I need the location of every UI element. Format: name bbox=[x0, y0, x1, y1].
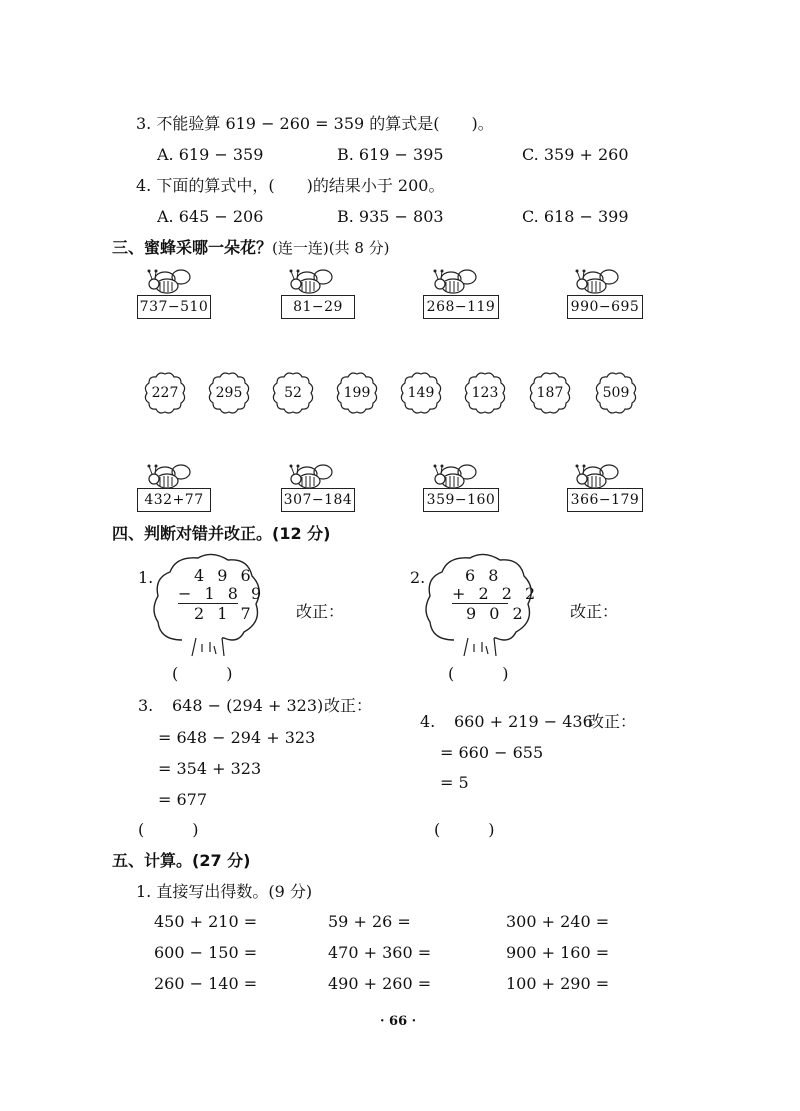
calc-r1c3[interactable]: 300 + 240 = bbox=[506, 912, 610, 931]
page-number: · 66 · bbox=[380, 1014, 417, 1029]
calc-r1c2[interactable]: 59 + 26 = bbox=[328, 912, 411, 931]
bee-icon bbox=[571, 461, 619, 489]
bee-expr-top-1[interactable]: 737−510 bbox=[137, 295, 211, 319]
p4-fix-label: 改正： bbox=[588, 712, 637, 731]
bee-icon bbox=[571, 266, 619, 294]
bee-icon bbox=[429, 461, 477, 489]
tree1-fix-label: 改正： bbox=[296, 602, 345, 621]
p4-step1: = 660 − 655 bbox=[440, 743, 544, 762]
calc-r2c3[interactable]: 900 + 160 = bbox=[506, 943, 610, 962]
tree2-row3: 9 0 2 bbox=[466, 604, 527, 623]
q4-option-a[interactable]: A. 645 − 206 bbox=[157, 207, 264, 226]
flower-value: 149 bbox=[407, 385, 435, 401]
flower-value: 227 bbox=[151, 385, 179, 401]
flower-4[interactable] bbox=[335, 371, 379, 415]
bee-icon bbox=[143, 266, 191, 294]
flower-value: 199 bbox=[343, 385, 371, 401]
section3-title: 三、蜜蜂采哪一朵花？ bbox=[112, 238, 273, 257]
tree2-row1: 6 8 bbox=[465, 566, 503, 585]
p4-expression: 660 + 219 − 436 bbox=[454, 712, 593, 731]
flower-7[interactable] bbox=[528, 371, 572, 415]
tree2-number: 2. bbox=[410, 568, 426, 587]
bee-expr-bottom-3[interactable]: 359−160 bbox=[423, 488, 499, 512]
q4-option-b[interactable]: B. 935 − 803 bbox=[337, 207, 444, 226]
section3-subtitle: (连一连)(共 8 分) bbox=[272, 239, 390, 257]
p3-expression: 648 − (294 + 323) bbox=[172, 696, 324, 715]
q4-option-c[interactable]: C. 618 − 399 bbox=[522, 207, 629, 226]
flower-5[interactable] bbox=[399, 371, 443, 415]
bee-icon bbox=[285, 461, 333, 489]
tree1-number: 1. bbox=[138, 568, 154, 587]
flower-8[interactable] bbox=[594, 371, 638, 415]
flower-value: 509 bbox=[602, 385, 630, 401]
tree1-row2: − 1 8 9 bbox=[178, 584, 266, 603]
flower-value: 52 bbox=[284, 385, 302, 401]
q3-text: 3. 不能验算 619 − 260 = 359 的算式是( )。 bbox=[136, 114, 494, 133]
calc-r2c2[interactable]: 470 + 360 = bbox=[328, 943, 432, 962]
calc-r2c1[interactable]: 600 − 150 = bbox=[154, 943, 258, 962]
calc-r3c2[interactable]: 490 + 260 = bbox=[328, 974, 432, 993]
section4-title: 四、判断对错并改正。(12 分) bbox=[112, 524, 331, 543]
tree2-fix-label: 改正： bbox=[570, 602, 619, 621]
bee-expr-bottom-2[interactable]: 307−184 bbox=[281, 488, 355, 512]
bee-icon bbox=[429, 266, 477, 294]
bee-expr-bottom-4[interactable]: 366−179 bbox=[567, 488, 643, 512]
p3-step2: = 354 + 323 bbox=[158, 759, 262, 778]
calc-r3c1[interactable]: 260 − 140 = bbox=[154, 974, 258, 993]
flower-3[interactable] bbox=[271, 371, 315, 415]
p3-step3: = 677 bbox=[158, 790, 208, 809]
bee-expr-top-2[interactable]: 81−29 bbox=[281, 295, 355, 319]
p3-number: 3. bbox=[138, 696, 154, 715]
tree2-answer-paren[interactable]: ( ) bbox=[448, 664, 509, 683]
tree2-row2: + 2 2 2 bbox=[452, 584, 540, 603]
q4-text: 4. 下面的算式中，( )的结果小于 200。 bbox=[136, 176, 445, 195]
bee-icon bbox=[143, 461, 191, 489]
q3-option-c[interactable]: C. 359 + 260 bbox=[522, 145, 629, 164]
bee-expr-top-4[interactable]: 990−695 bbox=[567, 295, 643, 319]
flower-2[interactable] bbox=[207, 371, 251, 415]
flower-value: 295 bbox=[215, 385, 243, 401]
p3-answer-paren[interactable]: ( ) bbox=[138, 820, 199, 839]
section3-heading bbox=[112, 238, 390, 258]
tree1-row3: 2 1 7 bbox=[194, 604, 255, 623]
p4-answer-paren[interactable]: ( ) bbox=[434, 820, 495, 839]
flower-1[interactable] bbox=[143, 371, 187, 415]
p4-number: 4. bbox=[420, 712, 436, 731]
q3-option-a[interactable]: A. 619 − 359 bbox=[157, 145, 264, 164]
calc-r1c1[interactable]: 450 + 210 = bbox=[154, 912, 258, 931]
p4-step2: = 5 bbox=[440, 773, 469, 792]
flower-6[interactable] bbox=[463, 371, 507, 415]
q3-option-b[interactable]: B. 619 − 395 bbox=[337, 145, 444, 164]
bee-expr-bottom-1[interactable]: 432+77 bbox=[137, 488, 211, 512]
bee-icon bbox=[285, 266, 333, 294]
flower-value: 187 bbox=[536, 385, 564, 401]
bee-expr-top-3[interactable]: 268−119 bbox=[423, 295, 499, 319]
calc-r3c3[interactable]: 100 + 290 = bbox=[506, 974, 610, 993]
p3-fix-label: 改正： bbox=[324, 696, 373, 715]
flower-value: 123 bbox=[471, 385, 499, 401]
tree1-row1: 4 9 6 bbox=[194, 566, 255, 585]
section5-sub1: 1. 直接写出得数。(9 分) bbox=[136, 882, 313, 901]
section5-title: 五、计算。(27 分) bbox=[112, 851, 251, 870]
p3-step1: = 648 − 294 + 323 bbox=[158, 728, 316, 747]
tree1-answer-paren[interactable]: ( ) bbox=[172, 664, 233, 683]
